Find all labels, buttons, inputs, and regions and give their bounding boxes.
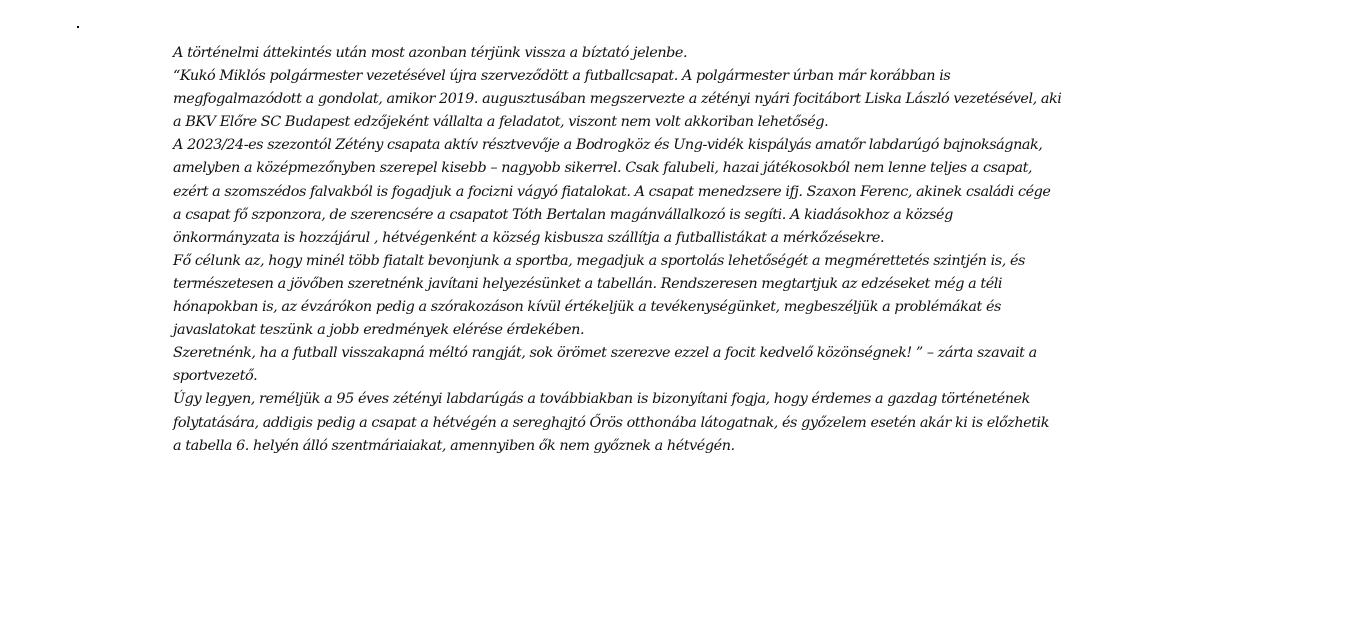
- text-line: “Kukó Miklós polgármester vezetésével újra szerveződött a futballcsapat. A polgármester úrban már korábban is: [173, 68, 951, 85]
- text-line: a BKV Előre SC Budapest edzőjeként vállalta a feladatot, viszont nem volt akkoriban lehetőség.: [173, 114, 829, 131]
- text-line: önkormányzata is hozzájárul , hétvégenként a község kisbusza szállítja a futballistákat a mérkőzésekre.: [173, 229, 885, 246]
- text-line: természetesen a jövőben szeretnénk javítani helyezésünket a tabellán. Rendszeresen megtartjuk az edzéseket még a téli: [173, 275, 1003, 292]
- text-line: A történelmi áttekintés után most azonban térjünk vissza a bíztató jelenbe.: [173, 45, 688, 61]
- text-line: megfogalmazódott a gondolat, amikor 2019. augusztusában megszervezte a zétényi nyári focitábort Liska László vezetésével, aki: [173, 91, 1062, 108]
- page-marker-dot: [77, 26, 79, 28]
- text-line: amelyben a középmezőnyben szerepel kisebb – nagyobb sikerrel. Csak falubeli, hazai játékosokból nem lenne teljes a csapat,: [173, 160, 1033, 177]
- text-line: a csapat fő szponzora, de szerencsére a csapatot Tóth Bertalan magánvállalkozó is segíti. A kiadásokhoz a község: [173, 206, 953, 223]
- text-line: Úgy legyen, reméljük a 95 éves zétényi labdarúgás a továbbiakban is bizonyítani fogja, hogy érdemes a gazdag történetének: [173, 391, 1030, 408]
- text-line: A 2023/24-es szezontól Zétény csapata aktív résztvevője a Bodrogköz és Ung-vidék kispályás amatőr labdarúgó bajnokságnak,: [173, 137, 1043, 154]
- document-body: [173, 42, 1113, 458]
- text-line: hónapokban is, az évzárókon pedig a szórakozáson kívül értékeljük a tevékenységünket, megbeszéljük a problémákat és: [173, 299, 1001, 316]
- text-line: ezért a szomszédos falvakból is fogadjuk a focizni vágyó fiatalokat. A csapat menedzsere ifj. Szaxon Ferenc, akinek családi cége: [173, 183, 1051, 200]
- text-line: folytatására, addigis pedig a csapat a hétvégén a sereghajtó Őrös otthonába látogatnak, és győzelem esetén akár ki is előzhetik: [173, 414, 1049, 431]
- text-line: Szeretnénk, ha a futball visszakapná méltó rangját, sok örömet szerezve ezzel a focit kedvelő közönségnek! ” – zárta szavait a: [173, 345, 1037, 362]
- text-line: javaslatokat teszünk a jobb eredmények elérése érdekében.: [173, 322, 585, 339]
- text-line: Fő célunk az, hogy minél több fiatalt bevonjunk a sportba, megadjuk a sportolás lehetőségét a megmérettetés szintjén is, és: [173, 252, 1025, 269]
- text-line: a tabella 6. helyén álló szentmáriaiakat, amennyiben ők nem győznek a hétvégén.: [173, 437, 735, 454]
- text-line: sportvezető.: [173, 368, 258, 385]
